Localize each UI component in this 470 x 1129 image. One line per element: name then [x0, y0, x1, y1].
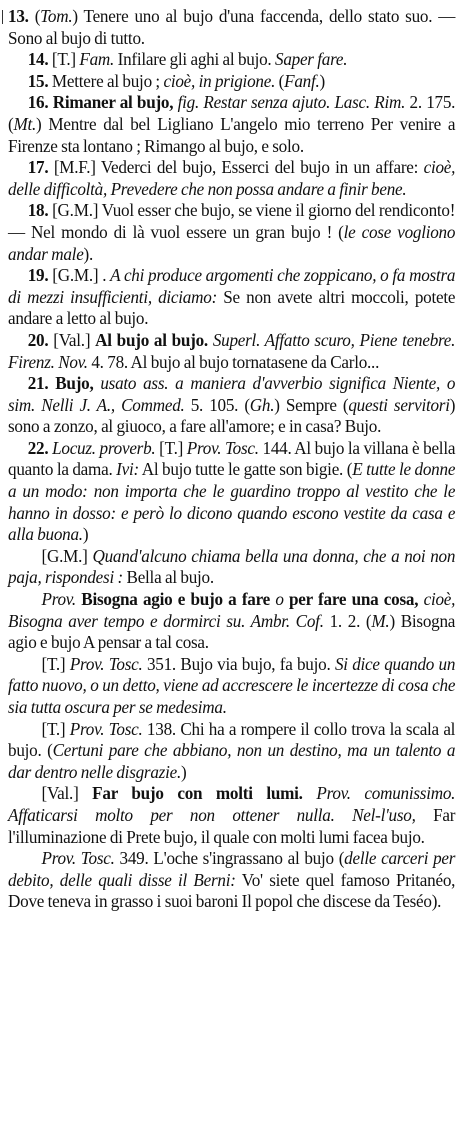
- entry-text-segment: [T.]: [51, 49, 80, 70]
- entry-text-segment: cioè, in prigione.: [163, 70, 276, 91]
- dictionary-entry-e25: [8, 654, 455, 719]
- entry-text-segment: Far l'illuminazione di Prete bujo, il quale con molti lumi facea bujo.: [8, 804, 456, 847]
- entry-text-segment: le cose vogliono andar male: [8, 221, 456, 264]
- entry-text-segment: [M.F.] Vederci del bujo, Esserci del bujo in un affare:: [53, 157, 424, 178]
- entry-text-segment: ).: [83, 243, 94, 264]
- entry-text-segment: A chi produce argomenti che zoppicano, o fa mostra di mezzi insufficienti, diciamo:: [8, 265, 456, 307]
- entry-text-segment: [G.M.] .: [52, 265, 111, 286]
- dictionary-entry-e20: [8, 330, 455, 373]
- entry-text-segment: 2. 175. (: [8, 92, 456, 134]
- entry-text-segment: Prov. Tosc.: [41, 848, 115, 869]
- entry-text-segment: [Val.]: [41, 783, 93, 804]
- dictionary-entry-e13: [8, 6, 455, 49]
- entry-text-segment: per fare una cosa,: [283, 589, 424, 610]
- dictionary-entry-e21: [8, 373, 455, 438]
- entry-text-segment: Bisogna agio e bujo a fare: [75, 589, 276, 610]
- entry-text-segment: [T.]: [41, 653, 70, 674]
- dictionary-entry-e24: [8, 589, 455, 654]
- entry-text-segment: 144. Al bujo la villana è bella quanto la dama.: [8, 437, 456, 480]
- entry-text-segment: Infilare gli aghi al bujo.: [114, 49, 275, 70]
- entry-text-segment: Fanf.: [284, 70, 320, 91]
- entry-text-segment: delle carceri per debito, delle quali disse il Berni:: [8, 848, 456, 890]
- entry-text-segment: (: [275, 70, 285, 91]
- entry-text-segment: 14.: [27, 49, 52, 70]
- entry-text-segment: [T.]: [41, 718, 70, 739]
- dictionary-entry-e14: [8, 49, 455, 71]
- entry-text-segment: E tutte le donne a un modo: non importa che le guardino troppo al vestito che le hanno in dosso: e però lo dicono quando escono vestite da casa e alla buona.: [8, 459, 456, 545]
- dictionary-entry-e15: [8, 71, 455, 93]
- entry-text-segment: (: [34, 6, 41, 26]
- entry-list: [8, 6, 462, 913]
- entry-text-segment: 22.: [27, 437, 53, 458]
- entry-text-segment: 349. L'oche s'ingrassano al bujo (: [114, 848, 345, 869]
- dictionary-entry-e23: [8, 546, 455, 589]
- entry-text-segment: ) sono a zonzo, al giuoco, a fare all'amore; e in casa? Bujo.: [8, 394, 456, 437]
- entry-text-segment: Al bujo al bujo.: [95, 329, 213, 350]
- entry-text-segment: Prov. comunissimo. Affaticarsi molto per non ottener nulla. Nel-l'uso,: [8, 783, 456, 825]
- dictionary-entry-e26: [8, 719, 455, 784]
- entry-text-segment: Locuz. proverb.: [52, 437, 156, 458]
- entry-text-segment: Si dice quando un fatto nuovo, o un detto, viene ad accrescere le incertezze di cosa che sia tutta oscura per se medesima.: [8, 653, 456, 717]
- entry-text-segment: 351. Bujo via bujo, fa bujo.: [142, 653, 335, 674]
- entry-text-segment: Quand'alcuno chiama bella una donna, che a noi non paja, rispondesi :: [8, 545, 456, 588]
- entry-text-segment: usato ass. a maniera d'avverbio significa Niente, o sim. Nelli J. A., Commed.: [8, 373, 456, 415]
- entry-text-segment: Prov. Tosc.: [69, 653, 143, 674]
- entry-text-segment: Vo' siete quel famoso Pritanéo, Dove teneva in grasso i suoi baroni Il popol che discese da Teséo).: [8, 869, 456, 912]
- entry-text-segment: 13.: [8, 6, 35, 26]
- dictionary-entry-e16: [8, 92, 455, 157]
- entry-text-segment: ) Bisogna agio e bujo A pensar a tal cosa.: [8, 610, 456, 653]
- entry-text-segment: Gh.: [249, 394, 275, 415]
- entry-text-segment: Mettere al bujo ;: [51, 70, 164, 91]
- entry-text-segment: [G.M.] Vuol esser che bujo, se viene il giorno del rendiconto! — Nel mondo di là vuol essere un gran bujo ! (: [8, 200, 456, 242]
- entry-text-segment: Tom.: [40, 6, 73, 26]
- entry-text-segment: 20.: [27, 329, 54, 350]
- dictionary-entry-e22: [8, 438, 455, 546]
- entry-text-segment: Saper fare.: [274, 49, 348, 70]
- entry-text-segment: 16. Rimaner al bujo,: [27, 92, 178, 113]
- entry-text-segment: ): [181, 761, 187, 782]
- entry-text-segment: Prov. Tosc.: [186, 437, 259, 458]
- entry-text-segment: 18.: [27, 200, 53, 221]
- entry-text-segment: Prov.: [41, 589, 76, 610]
- entry-text-segment: [Val.]: [53, 329, 96, 350]
- entry-text-segment: Se non avete altri moccoli, potete andare a letto al bujo.: [8, 286, 456, 329]
- entry-text-segment: Prov. Tosc.: [69, 718, 143, 739]
- entry-text-segment: 17.: [27, 157, 54, 178]
- dictionary-entry-e19: [8, 265, 455, 330]
- dictionary-entry-e28: [8, 848, 455, 913]
- entry-text-segment: 21. Bujo,: [27, 373, 101, 394]
- entry-text-segment: ): [82, 524, 89, 545]
- entry-text-segment: cioè, delle difficoltà, Prevedere che non possa andare a finir bene.: [8, 157, 456, 199]
- entry-text-segment: ): [319, 70, 326, 91]
- entry-text-segment: Superl. Affatto scuro, Piene tenebre. Firenz. Nov.: [8, 329, 456, 372]
- entry-text-segment: 19.: [27, 265, 53, 286]
- entry-text-segment: 5. 105. (: [184, 394, 250, 415]
- entry-text-segment: 4. 78. Al bujo al bujo tornatasene da Carlo...: [87, 351, 380, 372]
- entry-text-segment: Ivi:: [116, 459, 139, 480]
- entry-text-segment: [G.M.]: [41, 545, 93, 566]
- entry-text-segment: M.: [371, 610, 390, 631]
- entry-text-segment: fig. Restar senza ajuto. Lasc. Rim.: [177, 92, 406, 113]
- entry-text-segment: Fam.: [79, 49, 115, 70]
- entry-text-segment: [T.]: [155, 437, 187, 458]
- page-edge-mark: [2, 10, 3, 24]
- entry-text-segment: Certuni pare che abbiano, non un destino, ma un talento a dar dentro nelle disgrazie.: [8, 740, 456, 782]
- entry-text-segment: cioè, Bisogna aver tempo e dormirci su. Ambr. Cof.: [8, 589, 456, 631]
- entry-text-segment: ) Sempre (: [274, 394, 349, 415]
- entry-text-segment: Mt.: [13, 113, 37, 134]
- entry-text-segment: 15.: [27, 70, 52, 91]
- entry-text-segment: Al bujo tutte le gatte son bigie. (: [138, 459, 353, 480]
- entry-text-segment: questi servitori: [348, 394, 450, 415]
- entry-text-segment: 1. 2. (: [323, 610, 372, 631]
- entry-text-segment: ) Mentre dal bel Ligliano L'angelo mio terreno Per venire a Firenze sta lontano ; Rimango al bujo, e solo.: [8, 113, 456, 156]
- entry-text-segment: ) Tenere uno al bujo d'una faccenda, dello stato suo. — Sono al bujo di tutto.: [8, 6, 456, 48]
- entry-text-segment: Far bujo con molti lumi.: [92, 783, 317, 804]
- entry-text-segment: 138. Chi ha a rompere il collo trova la scala al bujo. (: [8, 718, 456, 761]
- dictionary-entry-e27: [8, 783, 455, 848]
- entry-text-segment: Bella al bujo.: [122, 567, 214, 588]
- entry-text-segment: o: [275, 589, 284, 610]
- dictionary-entry-e18: [8, 200, 455, 265]
- dictionary-entry-e17: [8, 157, 455, 200]
